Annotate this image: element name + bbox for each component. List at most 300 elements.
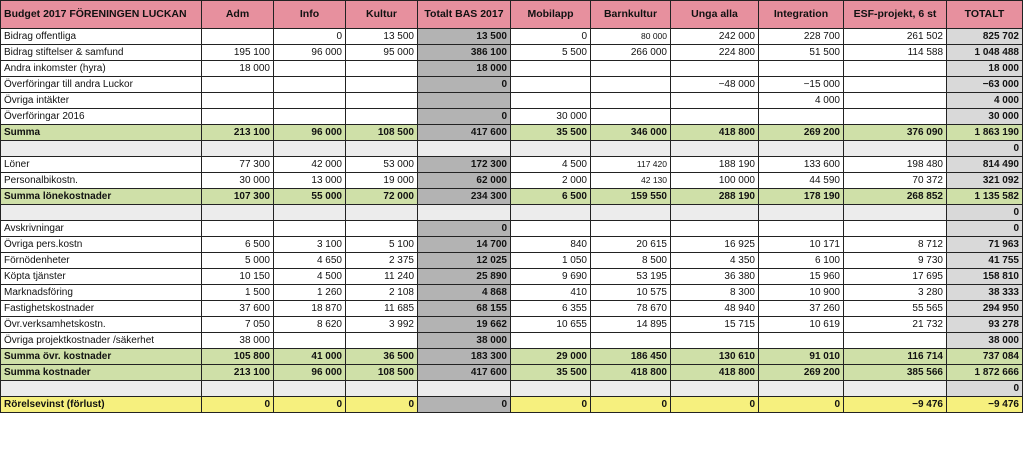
value-cell bbox=[759, 61, 844, 77]
table-row bbox=[1, 93, 1023, 109]
value-cell: 0 bbox=[671, 397, 759, 413]
column-header: ESF-projekt, 6 st bbox=[844, 1, 947, 29]
value-cell bbox=[346, 109, 418, 125]
value-cell bbox=[759, 205, 844, 221]
value-cell: 269 200 bbox=[759, 125, 844, 141]
value-cell: 188 190 bbox=[671, 157, 759, 173]
row-label: Summa lönekostnader bbox=[1, 189, 202, 205]
grand-total-cell: 158 810 bbox=[947, 269, 1023, 285]
value-cell bbox=[346, 77, 418, 93]
column-header: Info bbox=[274, 1, 346, 29]
column-header: TOTALT bbox=[947, 1, 1023, 29]
value-cell: 18 870 bbox=[274, 301, 346, 317]
value-cell: 4 500 bbox=[511, 157, 591, 173]
value-cell: 8 300 bbox=[671, 285, 759, 301]
row-label bbox=[1, 141, 202, 157]
value-cell: 6 355 bbox=[511, 301, 591, 317]
value-cell: 42 130 bbox=[591, 173, 671, 189]
column-header: Kultur bbox=[346, 1, 418, 29]
value-cell: 2 108 bbox=[346, 285, 418, 301]
value-cell bbox=[202, 205, 274, 221]
value-cell: 288 190 bbox=[671, 189, 759, 205]
value-cell bbox=[591, 61, 671, 77]
value-cell bbox=[511, 93, 591, 109]
value-cell bbox=[346, 141, 418, 157]
value-cell bbox=[202, 29, 274, 45]
value-cell: 1 500 bbox=[202, 285, 274, 301]
grand-total-cell: 814 490 bbox=[947, 157, 1023, 173]
value-cell: 1 050 bbox=[511, 253, 591, 269]
table-row bbox=[1, 221, 1023, 237]
row-label: Övriga projektkostnader /säkerhet bbox=[1, 333, 202, 349]
value-cell bbox=[759, 333, 844, 349]
column-header: Adm bbox=[202, 1, 274, 29]
value-cell: 242 000 bbox=[671, 29, 759, 45]
bas-total-cell bbox=[418, 93, 511, 109]
value-cell bbox=[274, 333, 346, 349]
value-cell bbox=[274, 109, 346, 125]
row-label: Fastighetskostnader bbox=[1, 301, 202, 317]
value-cell: 6 500 bbox=[511, 189, 591, 205]
value-cell: 35 500 bbox=[511, 125, 591, 141]
bas-total-cell: 12 025 bbox=[418, 253, 511, 269]
value-cell: 0 bbox=[274, 29, 346, 45]
value-cell: 9 730 bbox=[844, 253, 947, 269]
value-cell: 213 100 bbox=[202, 365, 274, 381]
row-label: Personalbikostn. bbox=[1, 173, 202, 189]
value-cell: 41 000 bbox=[274, 349, 346, 365]
grand-total-cell: 0 bbox=[947, 141, 1023, 157]
value-cell: 5 500 bbox=[511, 45, 591, 61]
value-cell: 0 bbox=[346, 397, 418, 413]
value-cell: 91 010 bbox=[759, 349, 844, 365]
value-cell: 15 960 bbox=[759, 269, 844, 285]
value-cell: 198 480 bbox=[844, 157, 947, 173]
summary-row bbox=[1, 349, 1023, 365]
value-cell: 178 190 bbox=[759, 189, 844, 205]
row-label: Summa kostnader bbox=[1, 365, 202, 381]
grand-total-cell: 294 950 bbox=[947, 301, 1023, 317]
summary-row bbox=[1, 189, 1023, 205]
value-cell: 96 000 bbox=[274, 365, 346, 381]
value-cell: 72 000 bbox=[346, 189, 418, 205]
separator-row bbox=[1, 381, 1023, 397]
value-cell: 8 712 bbox=[844, 237, 947, 253]
table-row bbox=[1, 301, 1023, 317]
row-label: Förnödenheter bbox=[1, 253, 202, 269]
row-label: Köpta tjänster bbox=[1, 269, 202, 285]
grand-total-cell: 93 278 bbox=[947, 317, 1023, 333]
value-cell bbox=[844, 333, 947, 349]
value-cell bbox=[202, 381, 274, 397]
bas-total-cell bbox=[418, 141, 511, 157]
grand-total-cell: 737 084 bbox=[947, 349, 1023, 365]
value-cell bbox=[346, 93, 418, 109]
value-cell: 6 100 bbox=[759, 253, 844, 269]
value-cell: 19 000 bbox=[346, 173, 418, 189]
value-cell bbox=[511, 141, 591, 157]
value-cell: −9 476 bbox=[844, 397, 947, 413]
table-row bbox=[1, 269, 1023, 285]
value-cell: 213 100 bbox=[202, 125, 274, 141]
bas-total-cell: 183 300 bbox=[418, 349, 511, 365]
value-cell: 5 000 bbox=[202, 253, 274, 269]
value-cell: 53 000 bbox=[346, 157, 418, 173]
value-cell: 10 619 bbox=[759, 317, 844, 333]
value-cell bbox=[671, 141, 759, 157]
value-cell bbox=[274, 381, 346, 397]
value-cell bbox=[671, 205, 759, 221]
value-cell bbox=[844, 109, 947, 125]
row-label: Bidrag offentliga bbox=[1, 29, 202, 45]
value-cell: 14 895 bbox=[591, 317, 671, 333]
value-cell: 10 150 bbox=[202, 269, 274, 285]
value-cell: 95 000 bbox=[346, 45, 418, 61]
value-cell: 0 bbox=[591, 397, 671, 413]
bas-total-cell: 0 bbox=[418, 77, 511, 93]
bas-total-cell: 386 100 bbox=[418, 45, 511, 61]
bas-total-cell: 25 890 bbox=[418, 269, 511, 285]
bas-total-cell: 18 000 bbox=[418, 61, 511, 77]
bas-total-cell bbox=[418, 381, 511, 397]
value-cell: 78 670 bbox=[591, 301, 671, 317]
grand-total-cell: 1 872 666 bbox=[947, 365, 1023, 381]
grand-total-cell: 18 000 bbox=[947, 61, 1023, 77]
table-row bbox=[1, 45, 1023, 61]
value-cell: 53 195 bbox=[591, 269, 671, 285]
value-cell: 7 050 bbox=[202, 317, 274, 333]
grand-total-cell: 0 bbox=[947, 221, 1023, 237]
value-cell: 0 bbox=[511, 397, 591, 413]
bas-total-cell: 68 155 bbox=[418, 301, 511, 317]
value-cell bbox=[591, 381, 671, 397]
value-cell: 13 000 bbox=[274, 173, 346, 189]
value-cell bbox=[274, 221, 346, 237]
value-cell bbox=[202, 221, 274, 237]
table-row bbox=[1, 317, 1023, 333]
row-label bbox=[1, 205, 202, 221]
value-cell: 80 000 bbox=[591, 29, 671, 45]
value-cell bbox=[274, 141, 346, 157]
value-cell: 13 500 bbox=[346, 29, 418, 45]
value-cell bbox=[591, 205, 671, 221]
value-cell: 29 000 bbox=[511, 349, 591, 365]
value-cell bbox=[671, 333, 759, 349]
row-label: Summa övr. kostnader bbox=[1, 349, 202, 365]
value-cell bbox=[591, 333, 671, 349]
value-cell: 55 565 bbox=[844, 301, 947, 317]
value-cell: 35 500 bbox=[511, 365, 591, 381]
value-cell bbox=[844, 61, 947, 77]
value-cell: 8 620 bbox=[274, 317, 346, 333]
table-row bbox=[1, 77, 1023, 93]
grand-total-cell: 4 000 bbox=[947, 93, 1023, 109]
value-cell bbox=[759, 381, 844, 397]
value-cell: 4 650 bbox=[274, 253, 346, 269]
grand-total-cell: 825 702 bbox=[947, 29, 1023, 45]
value-cell: 224 800 bbox=[671, 45, 759, 61]
bas-total-cell: 234 300 bbox=[418, 189, 511, 205]
value-cell: 8 500 bbox=[591, 253, 671, 269]
value-cell: 114 588 bbox=[844, 45, 947, 61]
value-cell: 376 090 bbox=[844, 125, 947, 141]
separator-row bbox=[1, 205, 1023, 221]
value-cell: 6 500 bbox=[202, 237, 274, 253]
value-cell bbox=[511, 61, 591, 77]
row-label: Överföringar 2016 bbox=[1, 109, 202, 125]
value-cell: 116 714 bbox=[844, 349, 947, 365]
value-cell bbox=[844, 205, 947, 221]
table-row bbox=[1, 157, 1023, 173]
value-cell: 4 500 bbox=[274, 269, 346, 285]
row-label: Rörelsevinst (förlust) bbox=[1, 397, 202, 413]
value-cell bbox=[844, 93, 947, 109]
result-row bbox=[1, 397, 1023, 413]
value-cell: 117 420 bbox=[591, 157, 671, 173]
value-cell: 4 350 bbox=[671, 253, 759, 269]
header-row bbox=[1, 1, 1023, 29]
value-cell: 1 260 bbox=[274, 285, 346, 301]
row-label: Överföringar till andra Luckor bbox=[1, 77, 202, 93]
value-cell: 11 240 bbox=[346, 269, 418, 285]
value-cell: 20 615 bbox=[591, 237, 671, 253]
value-cell: 36 380 bbox=[671, 269, 759, 285]
value-cell: 18 000 bbox=[202, 61, 274, 77]
value-cell: −15 000 bbox=[759, 77, 844, 93]
value-cell: 15 715 bbox=[671, 317, 759, 333]
value-cell: 36 500 bbox=[346, 349, 418, 365]
value-cell: 2 000 bbox=[511, 173, 591, 189]
table-row bbox=[1, 253, 1023, 269]
value-cell: 100 000 bbox=[671, 173, 759, 189]
value-cell: 70 372 bbox=[844, 173, 947, 189]
grand-total-cell: 0 bbox=[947, 205, 1023, 221]
value-cell bbox=[591, 141, 671, 157]
value-cell: 10 171 bbox=[759, 237, 844, 253]
bas-total-cell: 172 300 bbox=[418, 157, 511, 173]
row-label: Löner bbox=[1, 157, 202, 173]
bas-total-cell: 417 600 bbox=[418, 125, 511, 141]
value-cell: 228 700 bbox=[759, 29, 844, 45]
value-cell bbox=[511, 333, 591, 349]
grand-total-cell: 38 000 bbox=[947, 333, 1023, 349]
value-cell: 3 992 bbox=[346, 317, 418, 333]
value-cell: 16 925 bbox=[671, 237, 759, 253]
value-cell: 3 280 bbox=[844, 285, 947, 301]
bas-total-cell: 13 500 bbox=[418, 29, 511, 45]
row-label: Andra inkomster (hyra) bbox=[1, 61, 202, 77]
grand-total-cell: 1 135 582 bbox=[947, 189, 1023, 205]
value-cell: 42 000 bbox=[274, 157, 346, 173]
value-cell: 96 000 bbox=[274, 125, 346, 141]
bas-total-cell: 19 662 bbox=[418, 317, 511, 333]
table-row bbox=[1, 333, 1023, 349]
value-cell: 55 000 bbox=[274, 189, 346, 205]
value-cell bbox=[844, 381, 947, 397]
column-header: Unga alla bbox=[671, 1, 759, 29]
value-cell bbox=[346, 333, 418, 349]
value-cell: 38 000 bbox=[202, 333, 274, 349]
value-cell bbox=[346, 205, 418, 221]
summary-row bbox=[1, 365, 1023, 381]
value-cell bbox=[671, 109, 759, 125]
separator-row bbox=[1, 141, 1023, 157]
value-cell bbox=[671, 61, 759, 77]
value-cell bbox=[346, 381, 418, 397]
value-cell: 4 000 bbox=[759, 93, 844, 109]
value-cell: 840 bbox=[511, 237, 591, 253]
value-cell: 0 bbox=[511, 29, 591, 45]
column-header: Totalt BAS 2017 bbox=[418, 1, 511, 29]
summary-row bbox=[1, 125, 1023, 141]
value-cell: 37 260 bbox=[759, 301, 844, 317]
value-cell bbox=[511, 77, 591, 93]
value-cell bbox=[202, 141, 274, 157]
value-cell bbox=[759, 221, 844, 237]
value-cell: −48 000 bbox=[671, 77, 759, 93]
value-cell: 107 300 bbox=[202, 189, 274, 205]
grand-total-cell: 71 963 bbox=[947, 237, 1023, 253]
value-cell: 2 375 bbox=[346, 253, 418, 269]
table-row bbox=[1, 237, 1023, 253]
row-label bbox=[1, 381, 202, 397]
row-label: Bidrag stiftelser & samfund bbox=[1, 45, 202, 61]
value-cell: 21 732 bbox=[844, 317, 947, 333]
column-header: Integration bbox=[759, 1, 844, 29]
value-cell: 261 502 bbox=[844, 29, 947, 45]
value-cell bbox=[346, 221, 418, 237]
row-label: Övr.verksamhetskostn. bbox=[1, 317, 202, 333]
row-label: Summa bbox=[1, 125, 202, 141]
table-row bbox=[1, 285, 1023, 301]
value-cell bbox=[844, 141, 947, 157]
value-cell: 410 bbox=[511, 285, 591, 301]
value-cell: 418 800 bbox=[591, 365, 671, 381]
value-cell bbox=[202, 109, 274, 125]
value-cell bbox=[844, 77, 947, 93]
bas-total-cell: 0 bbox=[418, 109, 511, 125]
value-cell: 96 000 bbox=[274, 45, 346, 61]
grand-total-cell: 0 bbox=[947, 381, 1023, 397]
value-cell bbox=[759, 141, 844, 157]
column-header: Mobilapp bbox=[511, 1, 591, 29]
value-cell bbox=[591, 93, 671, 109]
value-cell: 0 bbox=[202, 397, 274, 413]
value-cell: 346 000 bbox=[591, 125, 671, 141]
table-row bbox=[1, 61, 1023, 77]
value-cell: 385 566 bbox=[844, 365, 947, 381]
value-cell: 11 685 bbox=[346, 301, 418, 317]
value-cell: 9 690 bbox=[511, 269, 591, 285]
value-cell: 108 500 bbox=[346, 125, 418, 141]
bas-total-cell: 62 000 bbox=[418, 173, 511, 189]
value-cell: 418 800 bbox=[671, 125, 759, 141]
value-cell: 10 575 bbox=[591, 285, 671, 301]
table-title: Budget 2017 FÖRENINGEN LUCKAN bbox=[1, 1, 202, 29]
value-cell bbox=[274, 77, 346, 93]
value-cell bbox=[202, 77, 274, 93]
value-cell bbox=[591, 77, 671, 93]
row-label: Övriga intäkter bbox=[1, 93, 202, 109]
grand-total-cell: 321 092 bbox=[947, 173, 1023, 189]
value-cell bbox=[591, 109, 671, 125]
grand-total-cell: 38 333 bbox=[947, 285, 1023, 301]
value-cell: 418 800 bbox=[671, 365, 759, 381]
value-cell: 51 500 bbox=[759, 45, 844, 61]
grand-total-cell: 1 048 488 bbox=[947, 45, 1023, 61]
grand-total-cell: −63 000 bbox=[947, 77, 1023, 93]
value-cell bbox=[511, 221, 591, 237]
bas-total-cell: 417 600 bbox=[418, 365, 511, 381]
value-cell: 0 bbox=[759, 397, 844, 413]
value-cell bbox=[274, 61, 346, 77]
row-label: Övriga pers.kostn bbox=[1, 237, 202, 253]
value-cell: 108 500 bbox=[346, 365, 418, 381]
value-cell bbox=[511, 205, 591, 221]
column-header: Barnkultur bbox=[591, 1, 671, 29]
value-cell bbox=[671, 221, 759, 237]
table-row bbox=[1, 173, 1023, 189]
value-cell: 159 550 bbox=[591, 189, 671, 205]
bas-total-cell: 4 868 bbox=[418, 285, 511, 301]
bas-total-cell bbox=[418, 205, 511, 221]
grand-total-cell: 30 000 bbox=[947, 109, 1023, 125]
table-row bbox=[1, 29, 1023, 45]
value-cell bbox=[346, 61, 418, 77]
value-cell: 5 100 bbox=[346, 237, 418, 253]
value-cell: 48 940 bbox=[671, 301, 759, 317]
value-cell: 186 450 bbox=[591, 349, 671, 365]
value-cell: 3 100 bbox=[274, 237, 346, 253]
value-cell: 30 000 bbox=[511, 109, 591, 125]
value-cell: 195 100 bbox=[202, 45, 274, 61]
value-cell: 37 600 bbox=[202, 301, 274, 317]
value-cell: 44 590 bbox=[759, 173, 844, 189]
bas-total-cell: 0 bbox=[418, 397, 511, 413]
value-cell bbox=[202, 93, 274, 109]
value-cell: 266 000 bbox=[591, 45, 671, 61]
grand-total-cell: 1 863 190 bbox=[947, 125, 1023, 141]
bas-total-cell: 38 000 bbox=[418, 333, 511, 349]
bas-total-cell: 0 bbox=[418, 221, 511, 237]
value-cell: 77 300 bbox=[202, 157, 274, 173]
value-cell: 133 600 bbox=[759, 157, 844, 173]
value-cell: 10 655 bbox=[511, 317, 591, 333]
value-cell bbox=[274, 205, 346, 221]
value-cell: 17 695 bbox=[844, 269, 947, 285]
value-cell bbox=[591, 221, 671, 237]
value-cell: 268 852 bbox=[844, 189, 947, 205]
grand-total-cell: 41 755 bbox=[947, 253, 1023, 269]
value-cell: 30 000 bbox=[202, 173, 274, 189]
value-cell bbox=[759, 109, 844, 125]
value-cell bbox=[671, 93, 759, 109]
grand-total-cell: −9 476 bbox=[947, 397, 1023, 413]
value-cell bbox=[844, 221, 947, 237]
value-cell: 269 200 bbox=[759, 365, 844, 381]
bas-total-cell: 14 700 bbox=[418, 237, 511, 253]
value-cell: 0 bbox=[274, 397, 346, 413]
table-row bbox=[1, 109, 1023, 125]
value-cell: 10 900 bbox=[759, 285, 844, 301]
row-label: Avskrivningar bbox=[1, 221, 202, 237]
value-cell: 105 800 bbox=[202, 349, 274, 365]
value-cell bbox=[274, 93, 346, 109]
value-cell: 130 610 bbox=[671, 349, 759, 365]
row-label: Marknadsföring bbox=[1, 285, 202, 301]
value-cell bbox=[671, 381, 759, 397]
table-body bbox=[1, 29, 1023, 413]
